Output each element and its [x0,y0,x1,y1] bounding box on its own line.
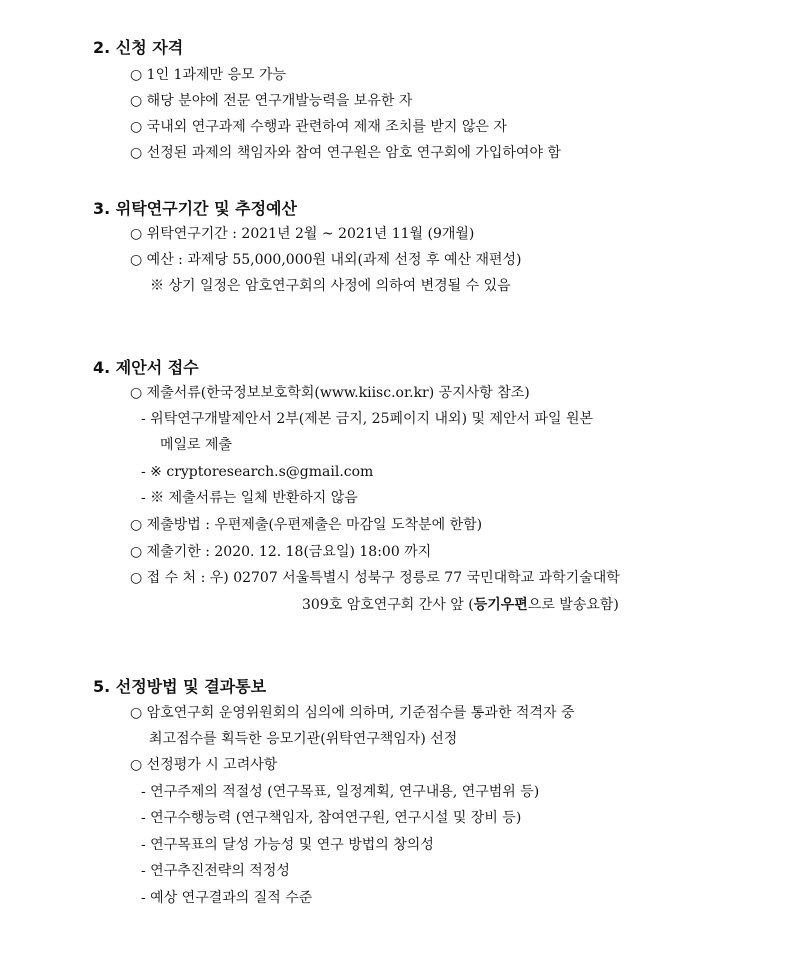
submission-item: ○ 제출서류(한국정보보호학회(www.kiisc.or.kr) 공지사항 참조) [130,385,530,401]
section-heading-period-budget: 3. 위탁연구기간 및 추정예산 [93,199,297,218]
address-text: 309호 암호연구회 간사 앞 ( [302,597,474,613]
criteria-item: - 연구주제의 적절성 (연구목표, 일정계획, 연구내용, 연구범위 등) [141,784,540,800]
criteria-item: - 연구수행능력 (연구책임자, 참여연구원, 연구시설 및 장비 등) [141,810,522,826]
submission-email[interactable]: - ※ cryptoresearch.s@gmail.com [141,464,374,480]
selection-item-continued: 최고점수를 획득한 응모기관(위탁연구책임자) 선정 [149,731,458,747]
eligibility-item: ○ 해당 분야에 전문 연구개발능력을 보유한 자 [130,93,413,109]
registered-mail-emphasis: 등기우편 [473,597,528,613]
submission-address: ○ 접 수 처 : 우) 02707 서울특별시 성북구 정릉로 77 국민대학교 과학기술대학 [130,570,620,586]
submission-deadline: ○ 제출기한 : 2020. 12. 18(금요일) 18:00 까지 [130,544,432,560]
schedule-note: ※ 상기 일정은 암호연구회의 사정에 의하여 변경될 수 있음 [150,278,511,294]
period-item: ○ 위탁연구기간 : 2021년 2월 ~ 2021년 11월 (9개월) [130,226,475,242]
submission-subitem: - 위탁연구개발제안서 2부(제본 금지, 25페이지 내외) 및 제안서 파일 원본 [141,411,594,427]
eligibility-item: ○ 국내외 연구과제 수행과 관련하여 제재 조치를 받지 않은 자 [130,119,507,135]
criteria-item: - 연구추진전략의 적정성 [141,863,290,879]
budget-item: ○ 예산 : 과제당 55,000,000원 내외(과제 선정 후 예산 재편성) [130,252,522,268]
section-heading-eligibility: 2. 신청 자격 [93,38,184,57]
submission-subitem-continued: 메일로 제출 [160,437,233,453]
criteria-item: - 연구목표의 달성 가능성 및 연구 방법의 창의성 [141,837,434,853]
criteria-item: - 예상 연구결과의 질적 수준 [141,890,313,906]
section-heading-proposal-submission: 4. 제안서 접수 [93,358,199,377]
eligibility-item: ○ 1인 1과제만 응모 가능 [130,67,287,83]
submission-subitem: - ※ 제출서류는 일체 반환하지 않음 [141,490,358,506]
eligibility-item: ○ 선정된 과제의 책임자와 참여 연구원은 암호 연구회에 가입하여야 함 [130,145,561,161]
address-text-end: 으로 발송요함) [527,597,619,613]
selection-item: ○ 선정평가 시 고려사항 [130,757,278,773]
section-heading-selection: 5. 선정방법 및 결과통보 [93,677,267,696]
selection-item: ○ 암호연구회 운영위원회의 심의에 의하며, 기준점수를 통과한 적격자 중 [130,705,575,721]
submission-method: ○ 제출방법 : 우편제출(우편제출은 마감일 도착분에 한함) [130,517,483,533]
submission-address-continued [302,598,619,612]
